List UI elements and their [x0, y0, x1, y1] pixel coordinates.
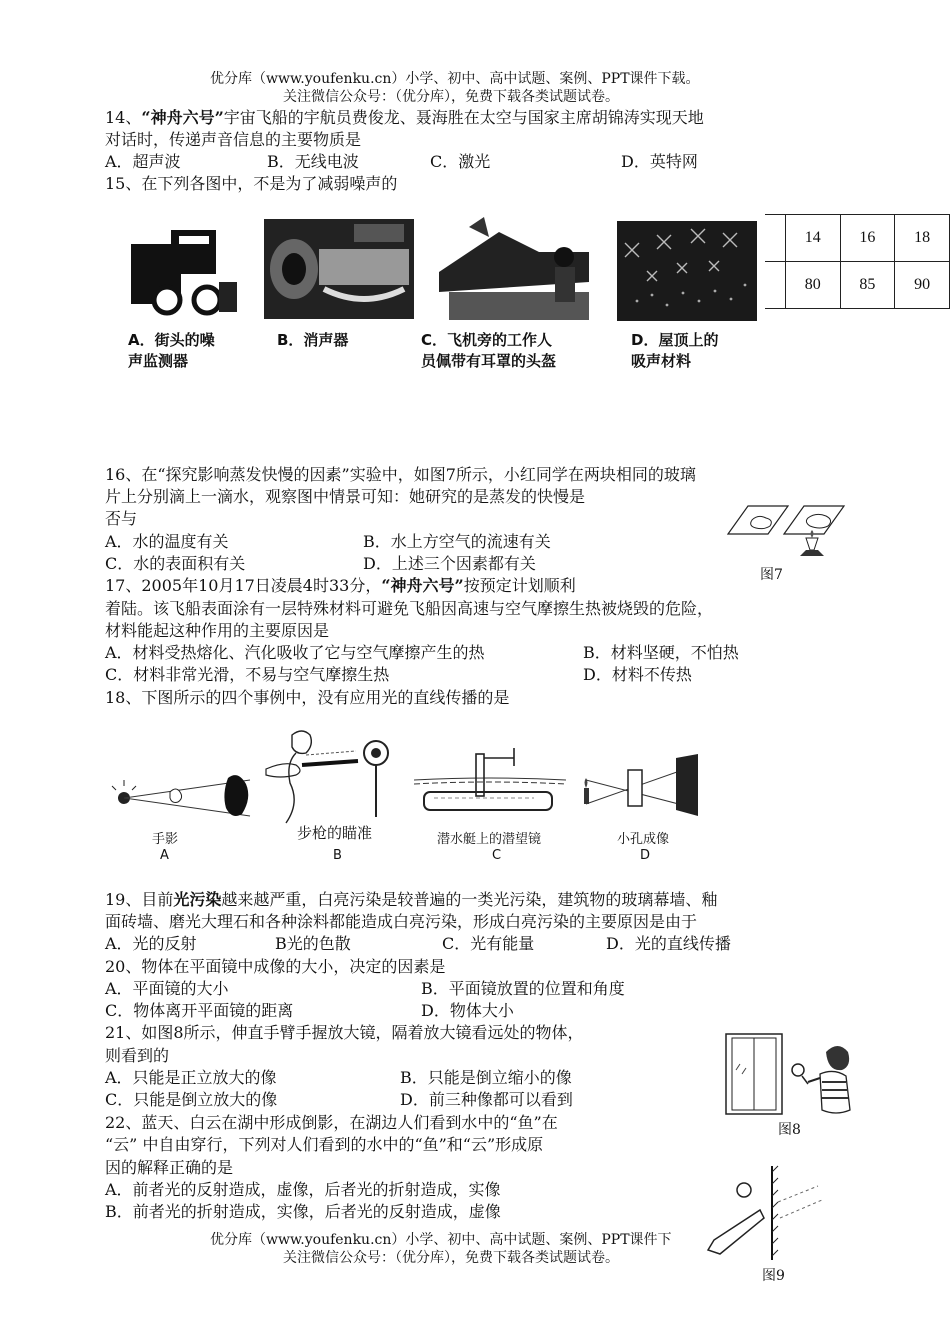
- figure-7-glass-plates: [718, 494, 848, 564]
- q17-line-2: 着陆。该飞船表面涂有一层特殊材料可避免飞船因高速与空气摩擦生热被烧毁的危险，: [105, 599, 714, 618]
- q19-text-post: 越来越严重，白亮污染是较普遍的一类光污染，建筑物的玻璃幕墙、釉: [221, 890, 718, 909]
- table-cell: 80: [785, 262, 840, 309]
- figure-9-flashlight-mirror: [700, 1162, 830, 1262]
- q21-line-1: 21、如图8所示，伸直手臂手握放大镜，隔着放大镜看远处的物体，: [105, 1023, 584, 1042]
- muffler-image: [264, 219, 414, 319]
- q18-letter-b: B: [333, 848, 342, 863]
- footer-line-2: 关注微信公众号：（优分库），免费下载各类试题试卷。: [283, 1250, 619, 1266]
- q15-caption-d-2: 吸声材料: [631, 352, 692, 370]
- q21-option-c: C．只能是倒立放大的像: [105, 1090, 278, 1109]
- table-cell: 18: [895, 215, 950, 262]
- data-table-fragment: [765, 214, 950, 309]
- q17-bold: “神舟六号”: [381, 576, 464, 595]
- q14-option-a: A．超声波: [105, 152, 181, 171]
- q15-caption-a-1: A．街头的噪: [128, 331, 215, 349]
- q18-caption-d: 小孔成像: [617, 832, 670, 847]
- q17-option-c: C．材料非常光滑，不易与空气摩擦生热: [105, 665, 390, 684]
- sound-absorbing-ceiling-image: [617, 221, 757, 321]
- q16-option-b: B．水上方空气的流速有关: [363, 532, 551, 551]
- q14-line-1: [105, 107, 704, 129]
- q19-bold: 光污染: [173, 890, 222, 909]
- pinhole-camera-image: [578, 752, 700, 822]
- figure-8-label: 图8: [778, 1122, 801, 1138]
- header-line-1: 优分库（www.youfenku.cn）小学、初中、高中试题、案例、PPT课件下载。: [210, 71, 700, 87]
- q22-line-2: “云” 中自由穿行，下列对人们看到的水中的“鱼”和“云”形成原: [105, 1135, 544, 1154]
- rifle-aiming-image: [262, 725, 394, 825]
- q19-text-pre: 19、目前: [105, 890, 174, 909]
- q17-option-d: D．材料不传热: [583, 665, 692, 684]
- q17-line-1: [105, 575, 576, 597]
- header-line-2: 关注微信公众号：（优分库），免费下载各类试题试卷。: [283, 89, 619, 105]
- q18-letter-d: D: [640, 848, 651, 863]
- table-cell: 90: [895, 262, 950, 309]
- figure-8-magnifier: [722, 1030, 857, 1118]
- q15-caption-a-2: 声监测器: [128, 352, 189, 370]
- periscope-image: [414, 740, 566, 820]
- figure-7-label: 图7: [760, 567, 783, 583]
- q16-option-a: A．水的温度有关: [105, 532, 229, 551]
- q19-option-a: A．光的反射: [105, 934, 197, 953]
- q22-line-3: 因的解释正确的是: [105, 1158, 234, 1177]
- q18-letter-a: A: [160, 848, 169, 863]
- hand-shadow-image: [110, 770, 260, 820]
- table-cell: [765, 262, 785, 309]
- q16-option-d: D．上述三个因素都有关: [363, 554, 536, 573]
- table-cell: 16: [840, 215, 895, 262]
- q21-line-2: 则看到的: [105, 1046, 170, 1065]
- q15-caption-b: B．消声器: [277, 331, 349, 349]
- q14-number: 14、: [105, 108, 142, 127]
- q14-text: 宇宙飞船的宇航员费俊龙、聂海胜在太空与国家主席胡锦涛实现天地: [223, 108, 704, 127]
- q16-line-3: 否与: [105, 509, 138, 528]
- table-cell: [765, 215, 785, 262]
- q17-option-b: B．材料坚硬，不怕热: [583, 643, 739, 662]
- q17-line-3: 材料能起这种作用的主要原因是: [105, 621, 330, 640]
- q22-line-1: 22、蓝天、白云在湖中形成倒影，在湖边人们看到水中的“鱼”在: [105, 1113, 558, 1132]
- q14-option-d: D．英特网: [621, 152, 698, 171]
- q18-caption-c: 潜水艇上的潜望镜: [437, 832, 542, 847]
- q16-option-c: C．水的表面积有关: [105, 554, 246, 573]
- q20-option-c: C．物体离开平面镜的距离: [105, 1001, 294, 1020]
- noise-monitor-image: [127, 222, 240, 318]
- q18-caption-b: 步枪的瞄准: [297, 824, 373, 842]
- q22-option-a: A．前者光的反射造成，虚像，后者光的折射造成，实像: [105, 1180, 501, 1199]
- q15-caption-c-2: 员佩带有耳罩的头盔: [421, 352, 557, 370]
- q16-line-2: 片上分别滴上一滴水，观察图中情景可知：她研究的是蒸发的快慢是: [105, 487, 586, 506]
- q15-caption-d-1: D．屋顶上的: [631, 331, 719, 349]
- q17-text-post: 按预定计划顺利: [463, 576, 576, 595]
- q17-option-a: A．材料受热熔化、汽化吸收了它与空气摩擦产生的热: [105, 643, 485, 662]
- q14-bold: “神舟六号”: [141, 108, 224, 127]
- q14-option-c: C．激光: [430, 152, 491, 171]
- table-row: [765, 215, 950, 262]
- q19-option-d: D．光的直线传播: [606, 934, 731, 953]
- q19-line-2: 面砖墙、磨光大理石和各种涂料都能造成白亮污染，形成白亮污染的主要原因是由于: [105, 912, 698, 931]
- table-cell: 14: [785, 215, 840, 262]
- q18-letter-c: C: [492, 848, 502, 863]
- footer-line-1: 优分库（www.youfenku.cn）小学、初中、高中试题、案例、PPT课件下: [210, 1232, 672, 1248]
- q21-option-a: A．只能是正立放大的像: [105, 1068, 277, 1087]
- q21-option-b: B．只能是倒立缩小的像: [400, 1068, 572, 1087]
- q20-option-a: A．平面镜的大小: [105, 979, 229, 998]
- q16-line-1: 16、在“探究影响蒸发快慢的因素”实验中，如图7所示，小红同学在两块相同的玻璃: [105, 465, 696, 484]
- q19-option-c: C．光有能量: [442, 934, 535, 953]
- table-row: [765, 262, 950, 309]
- q15-stem: 15、在下列各图中，不是为了减弱噪声的: [105, 174, 398, 193]
- q14-line-2: 对话时，传递声音信息的主要物质是: [105, 130, 362, 149]
- q20-stem: 20、物体在平面镜中成像的大小，决定的因素是: [105, 957, 446, 976]
- q20-option-b: B．平面镜放置的位置和角度: [421, 979, 625, 998]
- q18-caption-a: 手影: [152, 832, 179, 847]
- q20-option-d: D．物体大小: [421, 1001, 514, 1020]
- q15-caption-c-1: C．飞机旁的工作人: [421, 331, 553, 349]
- q17-text-pre: 17、2005年10月17日凌晨4时33分，: [105, 576, 382, 595]
- q22-option-b: B．前者光的折射造成，实像，后者光的反射造成，虚像: [105, 1202, 501, 1221]
- q19-option-b: B光的色散: [275, 934, 351, 953]
- q18-stem: 18、下图所示的四个事例中，没有应用光的直线传播的是: [105, 688, 510, 707]
- airport-worker-image: [429, 212, 599, 320]
- q19-line-1: [105, 889, 717, 911]
- figure-9-label: 图9: [762, 1268, 785, 1284]
- q21-option-d: D．前三种像都可以看到: [400, 1090, 573, 1109]
- q14-option-b: B．无线电波: [267, 152, 359, 171]
- table-cell: 85: [840, 262, 895, 309]
